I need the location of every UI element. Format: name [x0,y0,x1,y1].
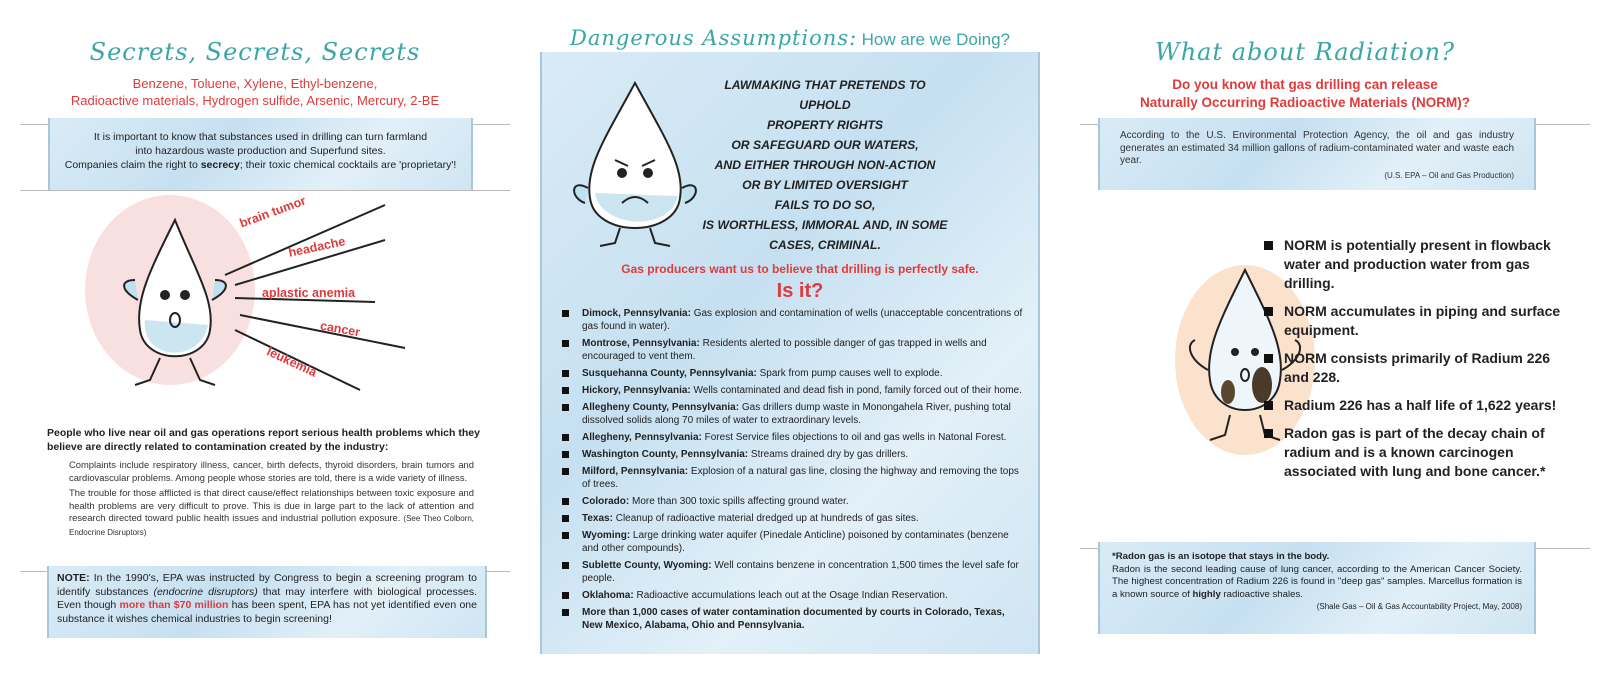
lawmaking-statement [700,75,950,255]
statement-line: AND EITHER THROUGH NON-ACTION [714,158,936,172]
incident-place: Wyoming: [582,530,631,541]
intro-line: It is important to know that substances used in drilling can turn farmland [93,131,428,143]
incident-item [560,431,1025,444]
text: ; their toxic chemical cocktails are 'proprietary'! [239,159,457,171]
note-label: NOTE: [57,572,90,584]
title-script: Dangerous Assumptions: [570,26,858,50]
incident-item [560,367,1025,380]
incident-text: Wells contaminated and dead fish in pond, family forced out of their home. [690,385,1022,396]
norm-question [1070,76,1540,112]
citation: (See Theo Colborn, Endocrine Disruptors) [69,514,474,537]
intro-line [50,158,471,172]
statement-line: PROPERTY RIGHTS [766,118,884,132]
text: Radon is the second leading cause of lung cancer, according to the American Cancer Society. The highest concentration of Radium 226 is found in "deep gas" samples. Marcellus formation is a known source of [1112,563,1522,600]
chemicals-line: Radioactive materials, Hydrogen sulfide, Arsenic, Mercury, 2-BE [70,93,440,108]
question-line: Do you know that gas drilling can release [1172,77,1438,92]
incident-item [560,448,1025,461]
symptom-label: cancer [319,318,362,340]
incident-item [560,529,1025,555]
incident-item [560,337,1025,363]
radon-heading: *Radon gas is an isotope that stays in the body. [1112,551,1330,562]
complaints-paragraph: Complaints include respiratory illness, cancer, birth defects, thyroid disorders, brain tumors and cardiovascular problems. Among people whose stories are told, there is a wide variety of illness. [69,459,474,483]
incident-place: Texas: [582,513,613,524]
radon-box [1098,542,1536,634]
text: (endocrine disruptors) [153,585,258,598]
incident-place: More than 1,000 cases of water contamination documented by courts in Colorado, Texas, New Mexico, Alabama, Ohio and Pennsylvania. [582,607,1005,631]
incident-item [560,307,1025,333]
incident-place: Montrose, Pennsylvania: [582,338,700,349]
symptom-label: headache [287,234,347,260]
incident-place: Colorado: [582,496,630,507]
health-section [47,426,497,539]
incident-text: Large drinking water aquifer (Pinedale Anticline) poisoned by contaminates (benzene and other compounds). [582,530,1009,554]
is-it-question: Is it? [776,280,824,302]
norm-facts-list [1262,236,1577,490]
symptom-label: aplastic anemia [262,286,356,300]
incident-place: Susquehanna County, Pennsylvania: [582,368,757,379]
chemicals-line: Benzene, Toluene, Xylene, Ethyl-benzene, [132,76,378,91]
incident-place: Dimock, Pennsylvania: [582,308,691,319]
incident-text: Spark from pump causes well to explode. [756,368,943,379]
health-heading: People who live near oil and gas operations report serious health problems which they believe are directly related to contamination created by the industry: [47,427,480,453]
incident-list [560,307,1025,636]
incident-text: Explosion of a natural gas line, closing the highway and removing the tops of trees. [582,466,1019,490]
incident-item [560,606,1025,632]
incident-item [560,589,1025,602]
incident-item [560,401,1025,427]
norm-fact: NORM is potentially present in flowback water and production water from gas drilling. [1262,236,1577,293]
incident-place: Allegheny, Pennsylvania: [582,432,702,443]
statement-line: OR BY LIMITED OVERSIGHT [742,178,908,192]
incident-item [560,384,1025,397]
incident-text: Well contains benzene in concentration 1,500 times the level safe for people. [582,560,1019,584]
text: highly [1192,588,1221,600]
radiation-title: What about Radiation? [1155,38,1455,66]
assumptions-title [530,26,1050,50]
incident-place: Oklahoma: [582,590,634,601]
text: The trouble for those afflicted is that direct cause/effect relationships between toxic exposure and health problems are very difficult to prove. This is due in large part to the lack of attention and research directed toward public health issues and industrial pollution exposure. [69,487,474,523]
secrecy-box [48,118,473,190]
symptom-label: brain tumor [237,193,308,231]
statement-line: CASES, CRIMINAL. [769,238,881,252]
statement-line: OR SAFEGUARD OUR WATERS, [731,138,919,152]
norm-fact: Radium 226 has a half life of 1,622 years! [1262,396,1577,415]
intro-line: into hazardous waste production and Superfund sites. [135,145,386,157]
incident-text: More than 300 toxic spills affecting ground water. [629,496,849,507]
text: In the 1990's, EPA was instructed by Congress to begin a screening program to identify substances [57,572,477,598]
incident-text: Radioactive accumulations leach out at the Osage Indian Reservation. [633,590,948,601]
incident-place: Sublette County, Wyoming: [582,560,712,571]
trouble-paragraph [69,487,474,539]
incident-text: Residents alerted to possible danger of gas trapped in wells and encouraged to vent them. [582,338,987,362]
text: radioactive shales. [1220,588,1303,600]
health-paragraphs [69,459,474,539]
panel-radiation [1070,0,1600,690]
title-plain: How are we Doing? [861,30,1010,49]
statement-line: FAILS TO DO SO, [774,198,876,212]
epa-box [1098,118,1536,190]
incident-text: Gas drillers dump waste in Monongahela River, pushing total dissolved solids along 70 miles of water to extraordinary levels. [582,402,1011,426]
citation: (Shale Gas – Oil & Gas Accountability Project, May, 2008) [1316,602,1522,611]
text: has been spent, EPA has not yet identified even one substance it wishes chemical industries to begin screening! [57,599,477,625]
chemicals-list [0,75,510,109]
statement-line: IS WORTHLESS, IMMORAL AND, IN SOME [702,218,948,232]
norm-fact: NORM consists primarily of Radium 226 and 228. [1262,349,1577,387]
incident-item [560,495,1025,508]
norm-fact: Radon gas is part of the decay chain of radium and is a known carcinogen associated with lung and bone cancer.* [1262,424,1577,481]
incident-item [560,559,1025,585]
secrets-title: Secrets, Secrets, Secrets [89,38,421,66]
incident-place: Washington County, Pennsylvania: [582,449,749,460]
question-line: Naturally Occurring Radioactive Materials (NORM)? [1139,95,1471,110]
amount-highlight: more than $70 million [119,599,229,611]
incident-place: Allegheny County, Pennsylvania: [582,402,740,413]
panel-dangerous-assumptions [530,0,1060,690]
citation: (U.S. EPA – Oil and Gas Production) [1384,170,1514,180]
statement-line: LAWMAKING THAT PRETENDS TO UPHOLD [724,78,926,112]
incident-item [560,465,1025,491]
norm-fact: NORM accumulates in piping and surface equipment. [1262,302,1577,340]
incident-place: Hickory, Pennsylvania: [582,385,691,396]
incident-text: Forest Service files objections to oil and gas wells in Natonal Forest. [701,432,1007,443]
text: that may interfere with biological processes. Even though [57,585,477,611]
incident-item [560,512,1025,525]
panel-secrets [0,0,530,690]
incident-place: Milford, Pennsylvania: [582,466,689,477]
incident-text: Gas explosion and contamination of wells (unacceptable concentrations of gas found in water). [582,308,1023,332]
safety-claim: Gas producers want us to believe that drilling is perfectly safe. [621,262,979,276]
incident-text: Streams drained dry by gas drillers. [748,449,909,460]
note-box [47,566,487,638]
secrecy-bold: secrecy [200,159,240,171]
symptom-label: leukemia [264,344,319,380]
incident-text: Cleanup of radioactive material dredged up at hundreds of gas sites. [612,513,919,524]
epa-text: According to the U.S. Environmental Protection Agency, the oil and gas industry generates an estimated 34 million gallons of radium-contaminated water and waste each year. [1120,130,1514,166]
text: Companies claim the right to [64,159,201,171]
